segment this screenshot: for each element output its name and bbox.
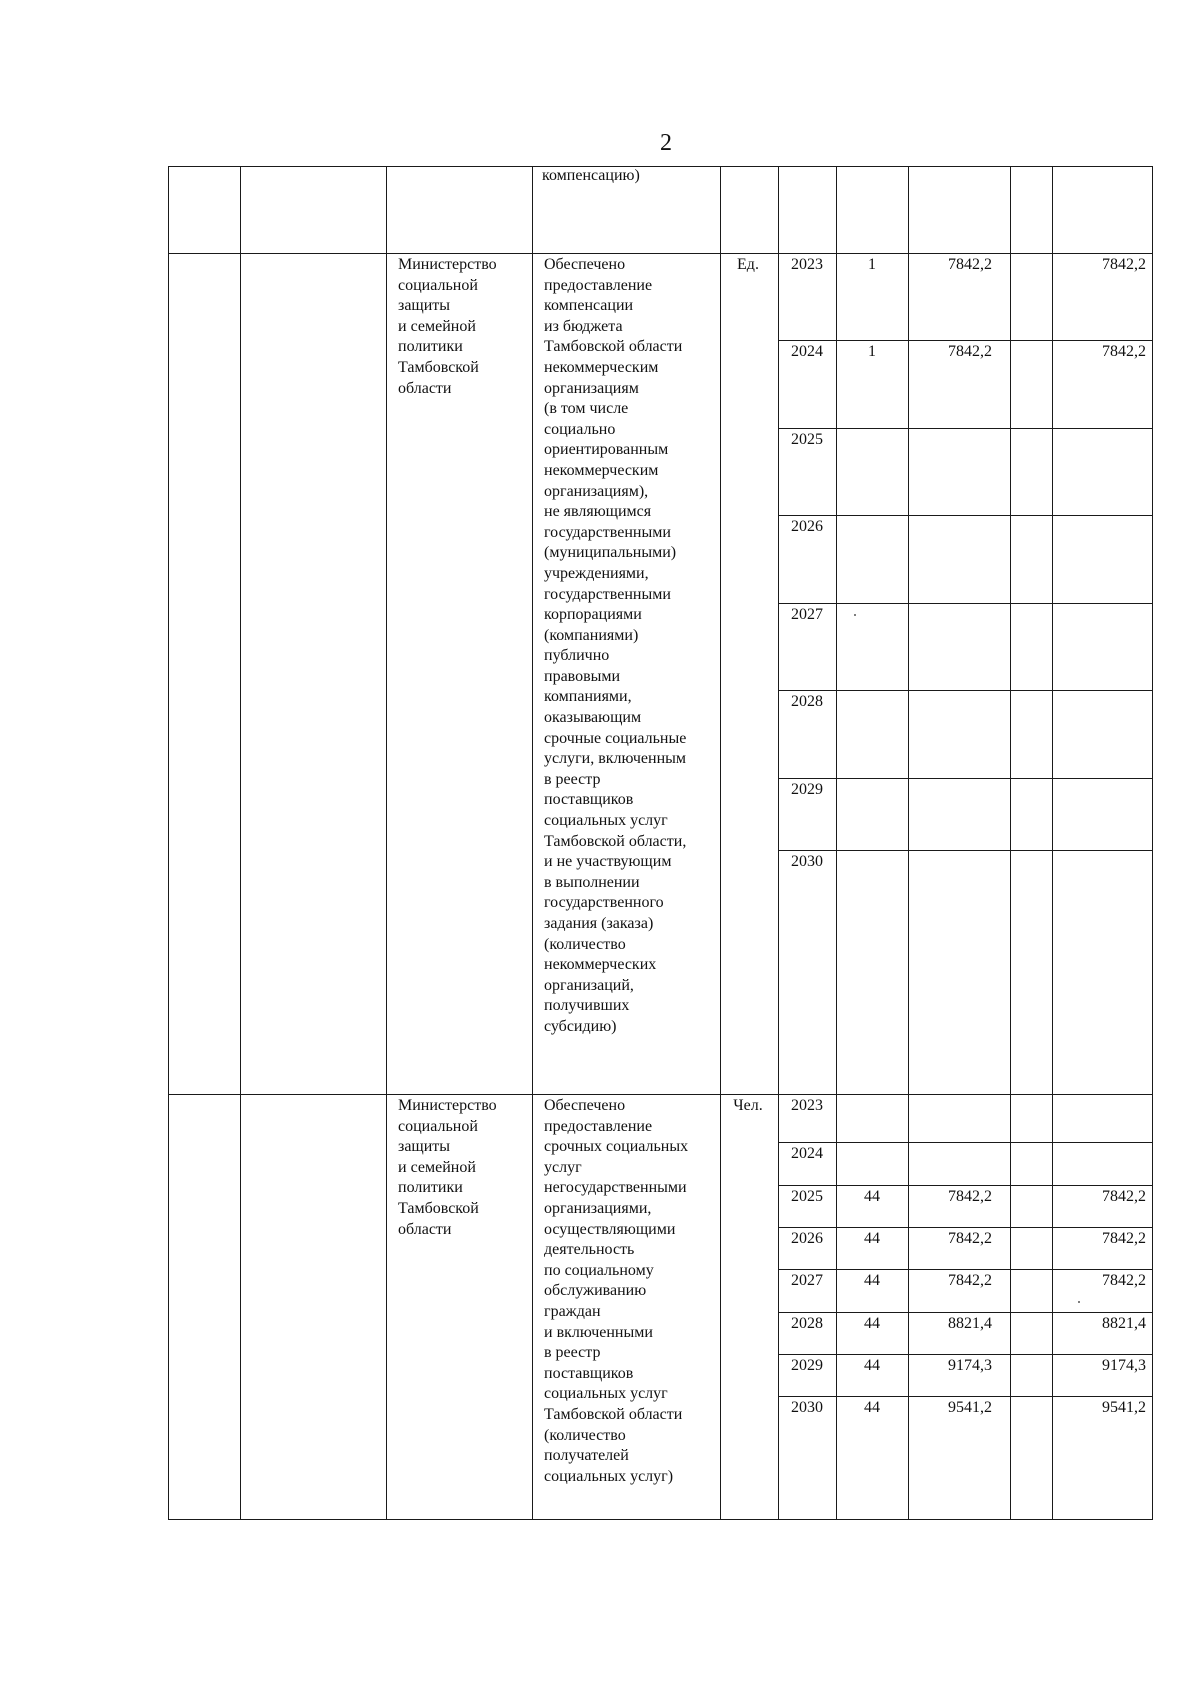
total-cell: 8821,4 [1102,1315,1146,1332]
total-cell: 7842,2 [1102,1230,1146,1247]
value-cell: 44 [864,1188,880,1205]
amount-cell: 8821,4 [948,1315,992,1332]
scan-speck [854,614,856,616]
year-cell: 2030 [791,853,823,870]
year-row-rule [778,1312,1153,1313]
year-row-rule [778,1269,1153,1270]
total-cell: 9174,3 [1102,1357,1146,1374]
amount-cell: 7842,2 [948,1188,992,1205]
year-row-rule [778,850,1153,851]
table-bottom-border [168,1519,1153,1520]
amount-cell: 7842,2 [948,1230,992,1247]
year-row-rule [778,340,1153,341]
year-cell: 2027 [791,1272,823,1289]
table-vertical-rule [1152,166,1153,1519]
responsible-agency: Министерство социальной защиты и семейной политики Тамбовской области [398,256,497,397]
value-cell: 1 [868,256,876,273]
indicator-description: Обеспечено предоставление срочных социальных услуг негосударственными организациями, осуществляющими деятельность по социальному обслуживанию граждан и включенными в реестр поставщиков социальных услуг Тамбовской области (количество получателей социальных услуг) [544,1097,689,1485]
total-cell: 9541,2 [1102,1399,1146,1416]
amount-cell: 7842,2 [948,256,992,273]
value-cell: 44 [864,1272,880,1289]
year-cell: 2025 [791,1188,823,1205]
year-cell: 2026 [791,518,823,535]
year-cell: 2028 [791,693,823,710]
total-cell: 7842,2 [1102,343,1146,360]
scan-speck [1078,1301,1080,1303]
table-vertical-rule [386,166,387,1519]
year-cell: 2029 [791,781,823,798]
value-cell: 44 [864,1357,880,1374]
section-divider [168,1094,1153,1095]
year-cell: 2024 [791,343,823,360]
indicator-description: Обеспечено предоставление компенсации из бюджета Тамбовской области некоммерческим организациям (в том числе социально ориентированным некоммерческим организациям), не являющимся государственными (муниципальными) учреждениями, государственными корпорациями (компаниями) публично правовыми компаниями, оказывающим срочные социальные услуги, включенным в реестр поставщиков социальных услуг Тамбовской области, и не участвующим в выполнении государственного задания (заказа) (количество некоммерческих организаций, получивших субсидию) [544,256,687,1035]
year-cell: 2027 [791,606,823,623]
table-vertical-rule [1052,166,1053,1519]
year-row-rule [778,1185,1153,1186]
value-cell: 1 [868,343,876,360]
unit-label: Ед. [737,256,759,273]
year-row-rule [778,515,1153,516]
table-vertical-rule [532,166,533,1519]
year-row-rule [778,1142,1153,1143]
year-cell: 2025 [791,431,823,448]
description-tail: компенсацию) [542,167,640,184]
table-vertical-rule [168,166,169,1519]
value-cell: 44 [864,1315,880,1332]
amount-cell: 7842,2 [948,1272,992,1289]
year-cell: 2029 [791,1357,823,1374]
responsible-agency: Министерство социальной защиты и семейной политики Тамбовской области [398,1097,497,1238]
year-row-rule [778,1396,1153,1397]
amount-cell: 7842,2 [948,343,992,360]
year-cell: 2028 [791,1315,823,1332]
total-cell: 7842,2 [1102,1272,1146,1289]
table-vertical-rule [778,166,779,1519]
year-cell: 2026 [791,1230,823,1247]
year-row-rule [778,603,1153,604]
year-row-rule [778,778,1153,779]
year-cell: 2023 [791,1097,823,1114]
year-row-rule [778,428,1153,429]
page-number: 2 [660,130,672,156]
year-cell: 2023 [791,256,823,273]
table-vertical-rule [836,166,837,1519]
total-cell: 7842,2 [1102,1188,1146,1205]
year-row-rule [778,1354,1153,1355]
year-row-rule [778,690,1153,691]
value-cell: 44 [864,1230,880,1247]
year-row-rule [778,1227,1153,1228]
year-cell: 2030 [791,1399,823,1416]
year-cell: 2024 [791,1145,823,1162]
value-cell: 44 [864,1399,880,1416]
section-divider [168,253,1153,254]
table-vertical-rule [908,166,909,1519]
amount-cell: 9174,3 [948,1357,992,1374]
unit-label: Чел. [733,1097,763,1114]
table-vertical-rule [1010,166,1011,1519]
total-cell: 7842,2 [1102,256,1146,273]
table-vertical-rule [240,166,241,1519]
amount-cell: 9541,2 [948,1399,992,1416]
